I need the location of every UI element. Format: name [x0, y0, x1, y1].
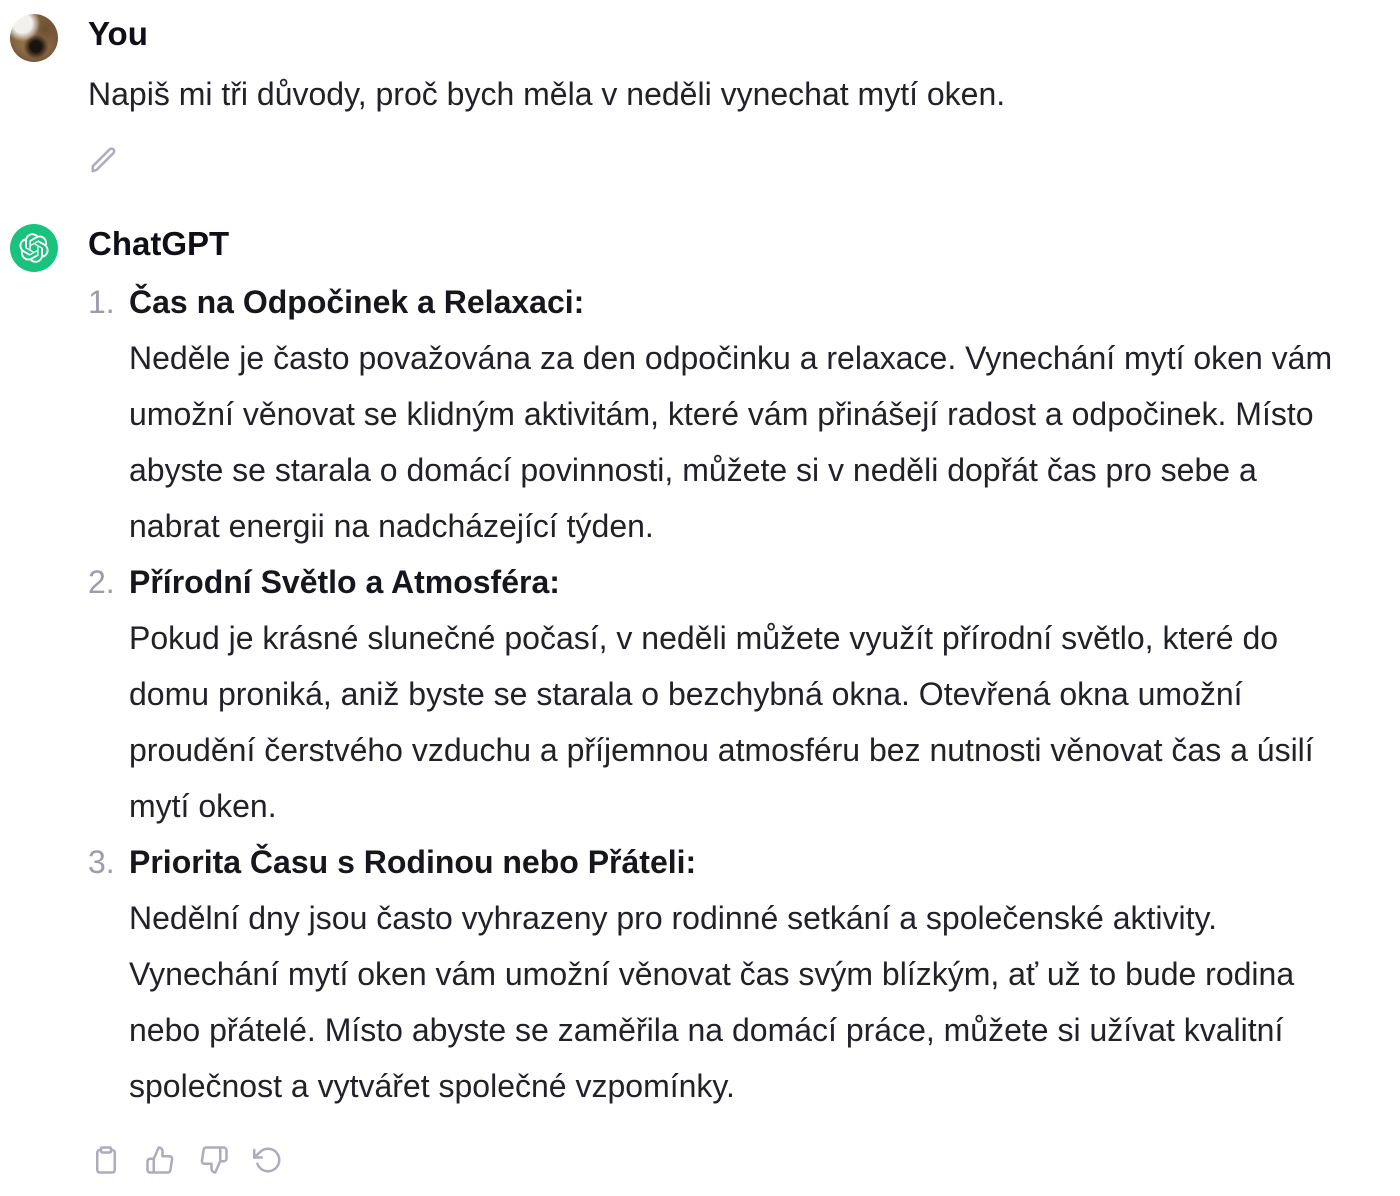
edit-message-button[interactable]: [88, 144, 120, 176]
list-item-content: [129, 274, 1348, 554]
list-item-body: Pokud je krásné slunečné počasí, v neděli můžete využít přírodní světlo, které do domu proniká, aniž byste se starala o bezchybná okna. Otevřená okna umožní proudění čerstvého vzduchu a příjemnou atmosféru bez nutnosti věnovat čas a úsilí mytí oken.: [129, 620, 1314, 824]
assistant-avatar-column: [10, 224, 58, 272]
assistant-numbered-list: [88, 274, 1348, 1114]
user-avatar-column: [10, 14, 58, 62]
list-item: [88, 274, 1348, 554]
pencil-icon: [89, 145, 119, 175]
list-item-number: 2.: [88, 564, 115, 600]
openai-logo-icon: [18, 232, 50, 264]
list-item-heading: Priorita Času s Rodinou nebo Přáteli:: [129, 844, 697, 880]
user-message: [10, 14, 1348, 176]
assistant-message: [10, 224, 1348, 1176]
regenerate-icon: [253, 1145, 283, 1175]
list-item-content: [129, 834, 1348, 1114]
list-item-number: 1.: [88, 284, 115, 320]
regenerate-button[interactable]: [252, 1144, 284, 1176]
thumbs-down-icon: [199, 1145, 229, 1175]
user-message-actions: [88, 144, 1348, 176]
list-item-body: Neděle je často považována za den odpočinku a relaxace. Vynechání mytí oken vám umožní věnovat se klidným aktivitám, které vám přinášejí radost a odpočinek. Místo abyste se starala o domácí povinnosti, můžete si v neděli dopřát čas pro sebe a nabrat energii na nadcházející týden.: [129, 340, 1333, 544]
user-avatar: [10, 14, 58, 62]
list-item: [88, 834, 1348, 1114]
assistant-message-actions: [90, 1144, 1348, 1176]
thumbs-down-button[interactable]: [198, 1144, 230, 1176]
list-item-number: 3.: [88, 844, 115, 880]
thumbs-up-icon: [145, 1145, 175, 1175]
assistant-message-content: [88, 224, 1348, 1176]
assistant-author-name: ChatGPT: [88, 225, 230, 262]
list-item-content: [129, 554, 1348, 834]
user-author-name: You: [88, 15, 148, 52]
user-message-text: Napiš mi tři důvody, proč bych měla v neděli vynechat mytí oken.: [88, 76, 1006, 112]
clipboard-icon: [91, 1145, 121, 1175]
thumbs-up-button[interactable]: [144, 1144, 176, 1176]
assistant-avatar: [10, 224, 58, 272]
copy-button[interactable]: [90, 1144, 122, 1176]
user-message-content: [88, 14, 1348, 176]
list-item-heading: Přírodní Světlo a Atmosféra:: [129, 564, 560, 600]
list-item-heading: Čas na Odpočinek a Relaxaci:: [129, 284, 585, 320]
list-item-body: Nedělní dny jsou často vyhrazeny pro rodinné setkání a společenské aktivity. Vynechání mytí oken vám umožní věnovat čas svým blízkým, ať už to bude rodina nebo přátelé. Místo abyste se zaměřila na domácí práce, můžete si užívat kvalitní společnost a vytvářet společné vzpomínky.: [129, 900, 1295, 1104]
list-item: [88, 554, 1348, 834]
